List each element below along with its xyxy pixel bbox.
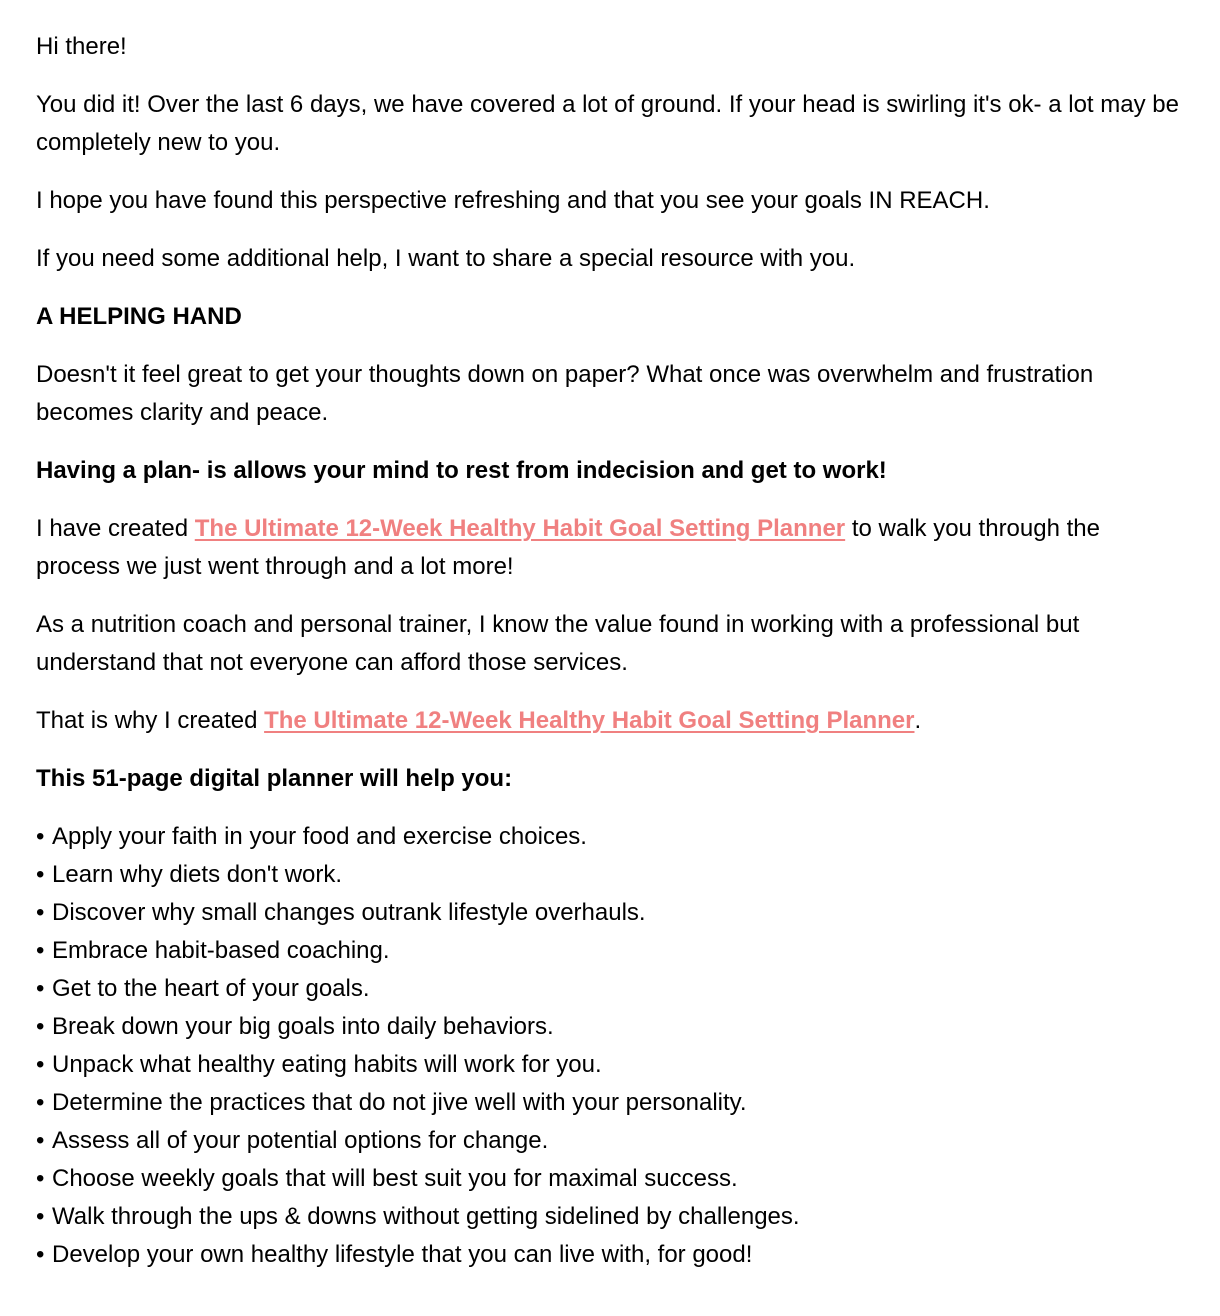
benefit-text: Develop your own healthy lifestyle that you can live with, for good! bbox=[52, 1241, 753, 1268]
benefit-item bbox=[36, 970, 1180, 1008]
paper-paragraph: Doesn't it feel great to get your thoughts down on paper? What once was overwhelm and frustration becomes clarity and peace. bbox=[36, 361, 1094, 426]
benefit-item bbox=[36, 1046, 1180, 1084]
intro-paragraph-1: You did it! Over the last 6 days, we have covered a lot of ground. If your head is swirling it's ok- a lot may be completely new to you. bbox=[36, 91, 1179, 156]
planner-link[interactable]: The Ultimate 12-Week Healthy Habit Goal Setting Planner bbox=[194, 515, 846, 542]
bullet-icon: • bbox=[36, 1051, 45, 1078]
benefit-text: Unpack what healthy eating habits will work for you. bbox=[52, 1051, 602, 1078]
benefit-item bbox=[36, 1008, 1180, 1046]
benefit-text: Break down your big goals into daily behaviors. bbox=[52, 1013, 554, 1040]
benefit-text: Assess all of your potential options for change. bbox=[52, 1127, 549, 1154]
benefit-item bbox=[36, 1084, 1180, 1122]
benefit-text: Determine the practices that do not jive well with your personality. bbox=[52, 1089, 747, 1116]
benefit-item bbox=[36, 1236, 1180, 1274]
benefit-item bbox=[36, 818, 1180, 856]
list-heading: This 51-page digital planner will help you: bbox=[36, 765, 513, 792]
bullet-icon: • bbox=[36, 1165, 45, 1192]
benefit-text: Walk through the ups & downs without getting sidelined by challenges. bbox=[52, 1203, 800, 1230]
bullet-icon: • bbox=[36, 1241, 45, 1268]
benefit-text: Discover why small changes outrank lifestyle overhauls. bbox=[52, 899, 646, 926]
bullet-icon: • bbox=[36, 937, 45, 964]
section-heading: A HELPING HAND bbox=[36, 303, 242, 330]
created-prefix: I have created bbox=[36, 515, 195, 542]
intro-paragraph-2: I hope you have found this perspective refreshing and that you see your goals IN REACH. bbox=[36, 187, 990, 214]
benefit-text: Apply your faith in your food and exercise choices. bbox=[52, 823, 587, 850]
bullet-icon: • bbox=[36, 899, 45, 926]
benefit-text: Get to the heart of your goals. bbox=[52, 975, 370, 1002]
benefit-item bbox=[36, 1198, 1180, 1236]
benefit-item bbox=[36, 1160, 1180, 1198]
greeting: Hi there! bbox=[36, 33, 127, 60]
bullet-icon: • bbox=[36, 1203, 45, 1230]
plan-paragraph: Having a plan- is allows your mind to rest from indecision and get to work! bbox=[36, 457, 887, 484]
benefit-text: Choose weekly goals that will best suit you for maximal success. bbox=[52, 1165, 738, 1192]
why-suffix: . bbox=[914, 707, 922, 734]
bullet-icon: • bbox=[36, 1013, 45, 1040]
benefit-item bbox=[36, 1122, 1180, 1160]
benefit-item bbox=[36, 894, 1180, 932]
benefit-text: Learn why diets don't work. bbox=[52, 861, 343, 888]
why-paragraph bbox=[36, 702, 1180, 740]
benefits-list bbox=[36, 818, 1180, 1274]
bullet-icon: • bbox=[36, 1089, 45, 1116]
bullet-icon: • bbox=[36, 861, 45, 888]
coach-paragraph: As a nutrition coach and personal trainer, I know the value found in working with a professional but understand that not everyone can afford those services. bbox=[36, 611, 1080, 676]
created-suffix: to walk you through the process we just went through and a lot more! bbox=[36, 515, 1100, 580]
created-paragraph bbox=[36, 510, 1180, 586]
benefit-text: Embrace habit-based coaching. bbox=[52, 937, 390, 964]
benefit-item bbox=[36, 856, 1180, 894]
bullet-icon: • bbox=[36, 1127, 45, 1154]
bullet-icon: • bbox=[36, 975, 45, 1002]
why-prefix: That is why I created bbox=[36, 707, 265, 734]
planner-link-2[interactable]: The Ultimate 12-Week Healthy Habit Goal Setting Planner bbox=[264, 707, 915, 734]
bullet-icon: • bbox=[36, 823, 45, 850]
benefit-item bbox=[36, 932, 1180, 970]
intro-paragraph-3: If you need some additional help, I want to share a special resource with you. bbox=[36, 245, 856, 272]
